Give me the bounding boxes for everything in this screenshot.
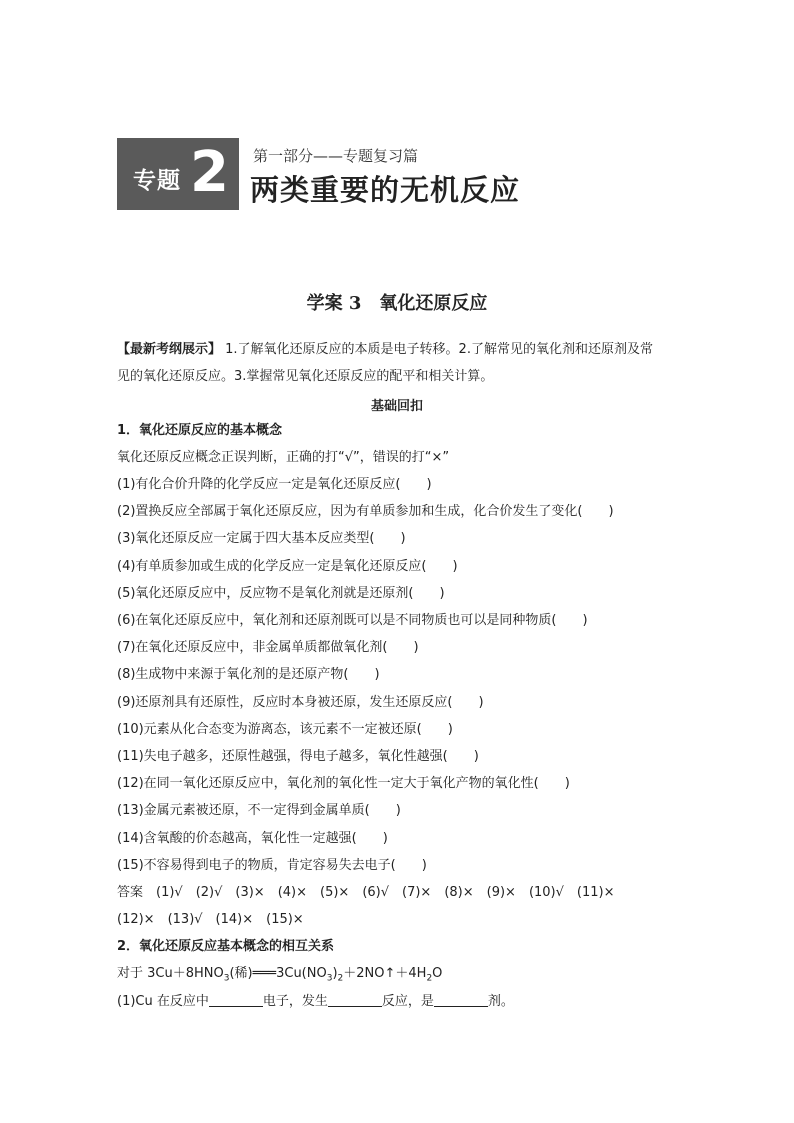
- objectives-line-1: [117, 340, 653, 360]
- eq-sub: 2: [426, 973, 433, 984]
- badge-divider: [240, 138, 242, 210]
- eq-part: ＋2NO↑＋4H: [343, 966, 427, 981]
- eq-sub: 3: [223, 973, 230, 984]
- objectives-text-1: 1.了解氧化还原反应的本质是电子转移。2.了解常见的氧化剂和还原剂及常: [221, 342, 653, 357]
- question-item: (8)生成物中来源于氧化剂的是还原产物( ): [117, 667, 380, 683]
- question-2-1: [117, 992, 514, 1012]
- objectives-tag: 【最新考纲展示】: [117, 342, 222, 357]
- eq-part: O: [432, 966, 443, 981]
- question-item: (10)元素从化合态变为游离态，该元素不一定被还原( ): [117, 721, 453, 737]
- question-item: (2)置换反应全部属于氧化还原反应，因为有单质参加和生成，化合价发生了变化( ): [117, 504, 614, 520]
- question-item: (14)含氧酸的价态越高，氧化性一定越强( ): [117, 830, 388, 846]
- topic-badge: [117, 138, 239, 210]
- section1-instruction: 氧化还原反应概念正误判断，正确的打“√”，错误的打“×”: [117, 450, 450, 465]
- eq-sub: 2: [337, 973, 344, 984]
- q-text: (1)Cu 在反应中: [117, 994, 209, 1009]
- eq-sub: 3: [326, 973, 333, 984]
- eq-part: (稀)═══3Cu(NO: [229, 966, 327, 981]
- question-item: (4)有单质参加或生成的化学反应一定是氧化还原反应( ): [117, 558, 458, 574]
- lesson-title: 学案 3 氧化还原反应: [306, 293, 488, 314]
- answer-blank[interactable]: [209, 992, 263, 1007]
- q-text: 电子，发生: [262, 994, 328, 1009]
- topic-badge-number: 2: [190, 140, 229, 205]
- question-item: (5)氧化还原反应中，反应物不是氧化剂就是还原剂( ): [117, 585, 445, 601]
- reaction-equation: [117, 964, 442, 989]
- section-heading: 基础回扣: [370, 399, 423, 414]
- question-item: (9)还原剂具有还原性，反应时本身被还原，发生还原反应( ): [117, 694, 484, 710]
- answer-blank[interactable]: [328, 992, 382, 1007]
- answer-line-1: 答案 (1)√ (2)√ (3)× (4)× (5)× (6)√ (7)× (8)× (9)× (10)√ (11)×: [117, 885, 615, 900]
- question-item: (6)在氧化还原反应中，氧化剂和还原剂既可以是不同物质也可以是同种物质( ): [117, 613, 588, 628]
- answer-line-2: (12)× (13)√ (14)× (15)×: [117, 912, 304, 927]
- question-item: (7)在氧化还原反应中，非金属单质都做氧化剂( ): [117, 640, 419, 656]
- section1-title: 1．氧化还原反应的基本概念: [117, 423, 283, 438]
- question-item: (15)不容易得到电子的物质，肯定容易失去电子( ): [117, 857, 427, 873]
- question-item: (12)在同一氧化还原反应中，氧化剂的氧化性一定大于氧化产物的氧化性( ): [117, 776, 570, 792]
- subject-title: 两类重要的无机反应: [250, 173, 521, 207]
- topic-badge-label: 专题: [133, 168, 181, 194]
- question-item: (11)失电子越多，还原性越强，得电子越多，氧化性越强( ): [117, 749, 479, 764]
- objectives-line-2: 见的氧化还原反应。3.掌握常见氧化还原反应的配平和相关计算。: [117, 369, 494, 384]
- eq-part: ): [332, 966, 338, 981]
- q-text: 剂。: [487, 994, 514, 1009]
- question-item: (1)有化合价升降的化学反应一定是氧化还原反应( ): [117, 477, 432, 492]
- section2-title: 2．氧化还原反应基本概念的相互关系: [117, 939, 335, 954]
- question-item: (3)氧化还原反应一定属于四大基本反应类型( ): [117, 531, 406, 547]
- part-label: 第一部分——专题复习篇: [253, 147, 419, 165]
- question-item: (13)金属元素被还原，不一定得到金属单质( ): [117, 803, 401, 819]
- answer-blank[interactable]: [434, 992, 488, 1007]
- eq-part: 对于 3Cu＋8HNO: [117, 966, 224, 981]
- q-text: 反应，是: [381, 994, 434, 1009]
